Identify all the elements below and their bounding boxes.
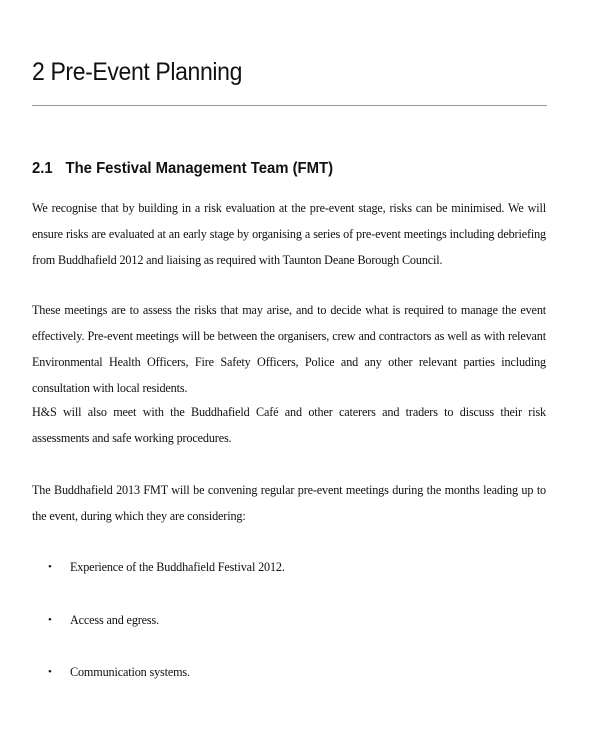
bullet-icon: • [48, 561, 52, 573]
section-number: 2.1 [32, 160, 53, 177]
list-item-text: Experience of the Buddhafield Festival 2012. [70, 560, 285, 574]
paragraph-risk-evaluation: We recognise that by building in a risk evaluation at the pre-event stage, risks can be minimised. We will ensure risks are evaluated at an early stage by organising a series of pre-event meetings including debriefing from Buddhafield 2012 and liaising as required with Taunton Deane Borough Council. [32, 201, 546, 267]
bullet-icon: • [48, 614, 52, 626]
chapter-title: 2 Pre-Event Planning [32, 58, 243, 86]
bullet-icon: • [48, 666, 52, 678]
paragraph-fmt-meetings: The Buddhafield 2013 FMT will be convening regular pre-event meetings during the months leading up to the event, during which they are considering: [32, 483, 546, 523]
paragraph-hs-caterers: H&S will also meet with the Buddhafield Café and other caterers and traders to discuss their risk assessments and safe working procedures. [32, 405, 546, 445]
title-divider [32, 105, 547, 106]
section-title: The Festival Management Team (FMT) [65, 160, 334, 177]
section-heading [32, 160, 333, 178]
list-item-text: Access and egress. [70, 613, 160, 627]
list-item-text: Communication systems. [70, 665, 190, 679]
paragraph-meetings: These meetings are to assess the risks that may arise, and to decide what is required to manage the event effectively. Pre-event meetings will be between the organisers, crew and contractors as well as with relevant Environmental Health Officers, Fire Safety Officers, Police and any other relevant parties including consultation with local residents. [32, 303, 546, 395]
